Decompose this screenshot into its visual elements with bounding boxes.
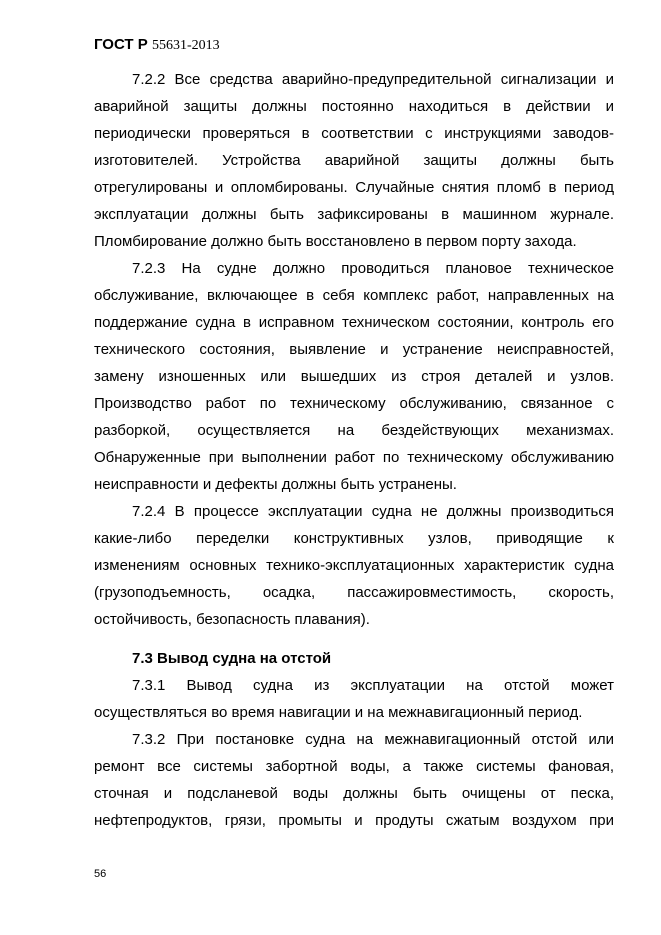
standard-label: ГОСТ Р (94, 36, 148, 53)
text-line: нефтепродуктов, грязи, промыты и продуты сжатым воздухом при (94, 812, 614, 829)
text-line: 7.3.2 При постановке судна на межнавигационный отстой или (132, 731, 614, 748)
text-line: какие-либо переделки конструктивных узлов, приводящие к (94, 530, 614, 547)
text-line: остойчивость, безопасность плавания). (94, 611, 370, 628)
text-line: разборкой, осуществляется на бездействующих механизмах. (94, 422, 614, 439)
text-line: Пломбирование должно быть восстановлено в первом порту захода. (94, 233, 577, 250)
text-line: 7.2.3 На судне должно проводиться плановое техническое (132, 260, 614, 277)
text-line: эксплуатации должны быть зафиксированы в машинном журнале. (94, 206, 614, 223)
document-header (94, 36, 220, 54)
text-line: (грузоподъемность, осадка, пассажировместимость, скорость, (94, 584, 614, 601)
standard-number: 55631-2013 (151, 38, 220, 53)
text-line: поддержание судна в исправном техническом состоянии, контроль его (94, 314, 614, 331)
text-line: замену изношенных или вышедших из строя деталей и узлов. (94, 368, 614, 385)
text-line: обслуживание, включающее в себя комплекс работ, направленных на (94, 287, 614, 304)
text-line: 7.2.4 В процессе эксплуатации судна не должны производиться (132, 503, 614, 520)
text-line: сточная и подсланевой воды должны быть очищены от песка, (94, 785, 614, 802)
section-heading: 7.3 Вывод судна на отстой (132, 650, 332, 667)
text-line: изменениям основных технико-эксплуатационных характеристик судна (94, 557, 614, 574)
text-line: периодически проверяться в соответствии с инструкциями заводов- (94, 125, 614, 142)
text-line: Производство работ по техническому обслуживанию, связанное с (94, 395, 614, 412)
text-line: неисправности и дефекты должны быть устранены. (94, 476, 457, 493)
text-line: Обнаруженные при выполнении работ по техническому обслуживанию (94, 449, 614, 466)
text-line: 7.2.2 Все средства аварийно-предупредительной сигнализации и (132, 71, 614, 88)
text-line: технического состояния, выявление и устранение неисправностей, (94, 341, 614, 358)
text-line: изготовителей. Устройства аварийной защиты должны быть (94, 152, 614, 169)
text-line: отрегулированы и опломбированы. Случайные снятия пломб в период (94, 179, 614, 196)
text-line: ремонт все системы забортной воды, а также системы фановая, (94, 758, 614, 775)
page-number: 56 (94, 868, 107, 880)
text-line: 7.3.1 Вывод судна из эксплуатации на отстой может (132, 677, 614, 694)
text-line: аварийной защиты должны постоянно находиться в действии и (94, 98, 614, 115)
text-line: осуществляться во время навигации и на межнавигационный период. (94, 704, 583, 721)
